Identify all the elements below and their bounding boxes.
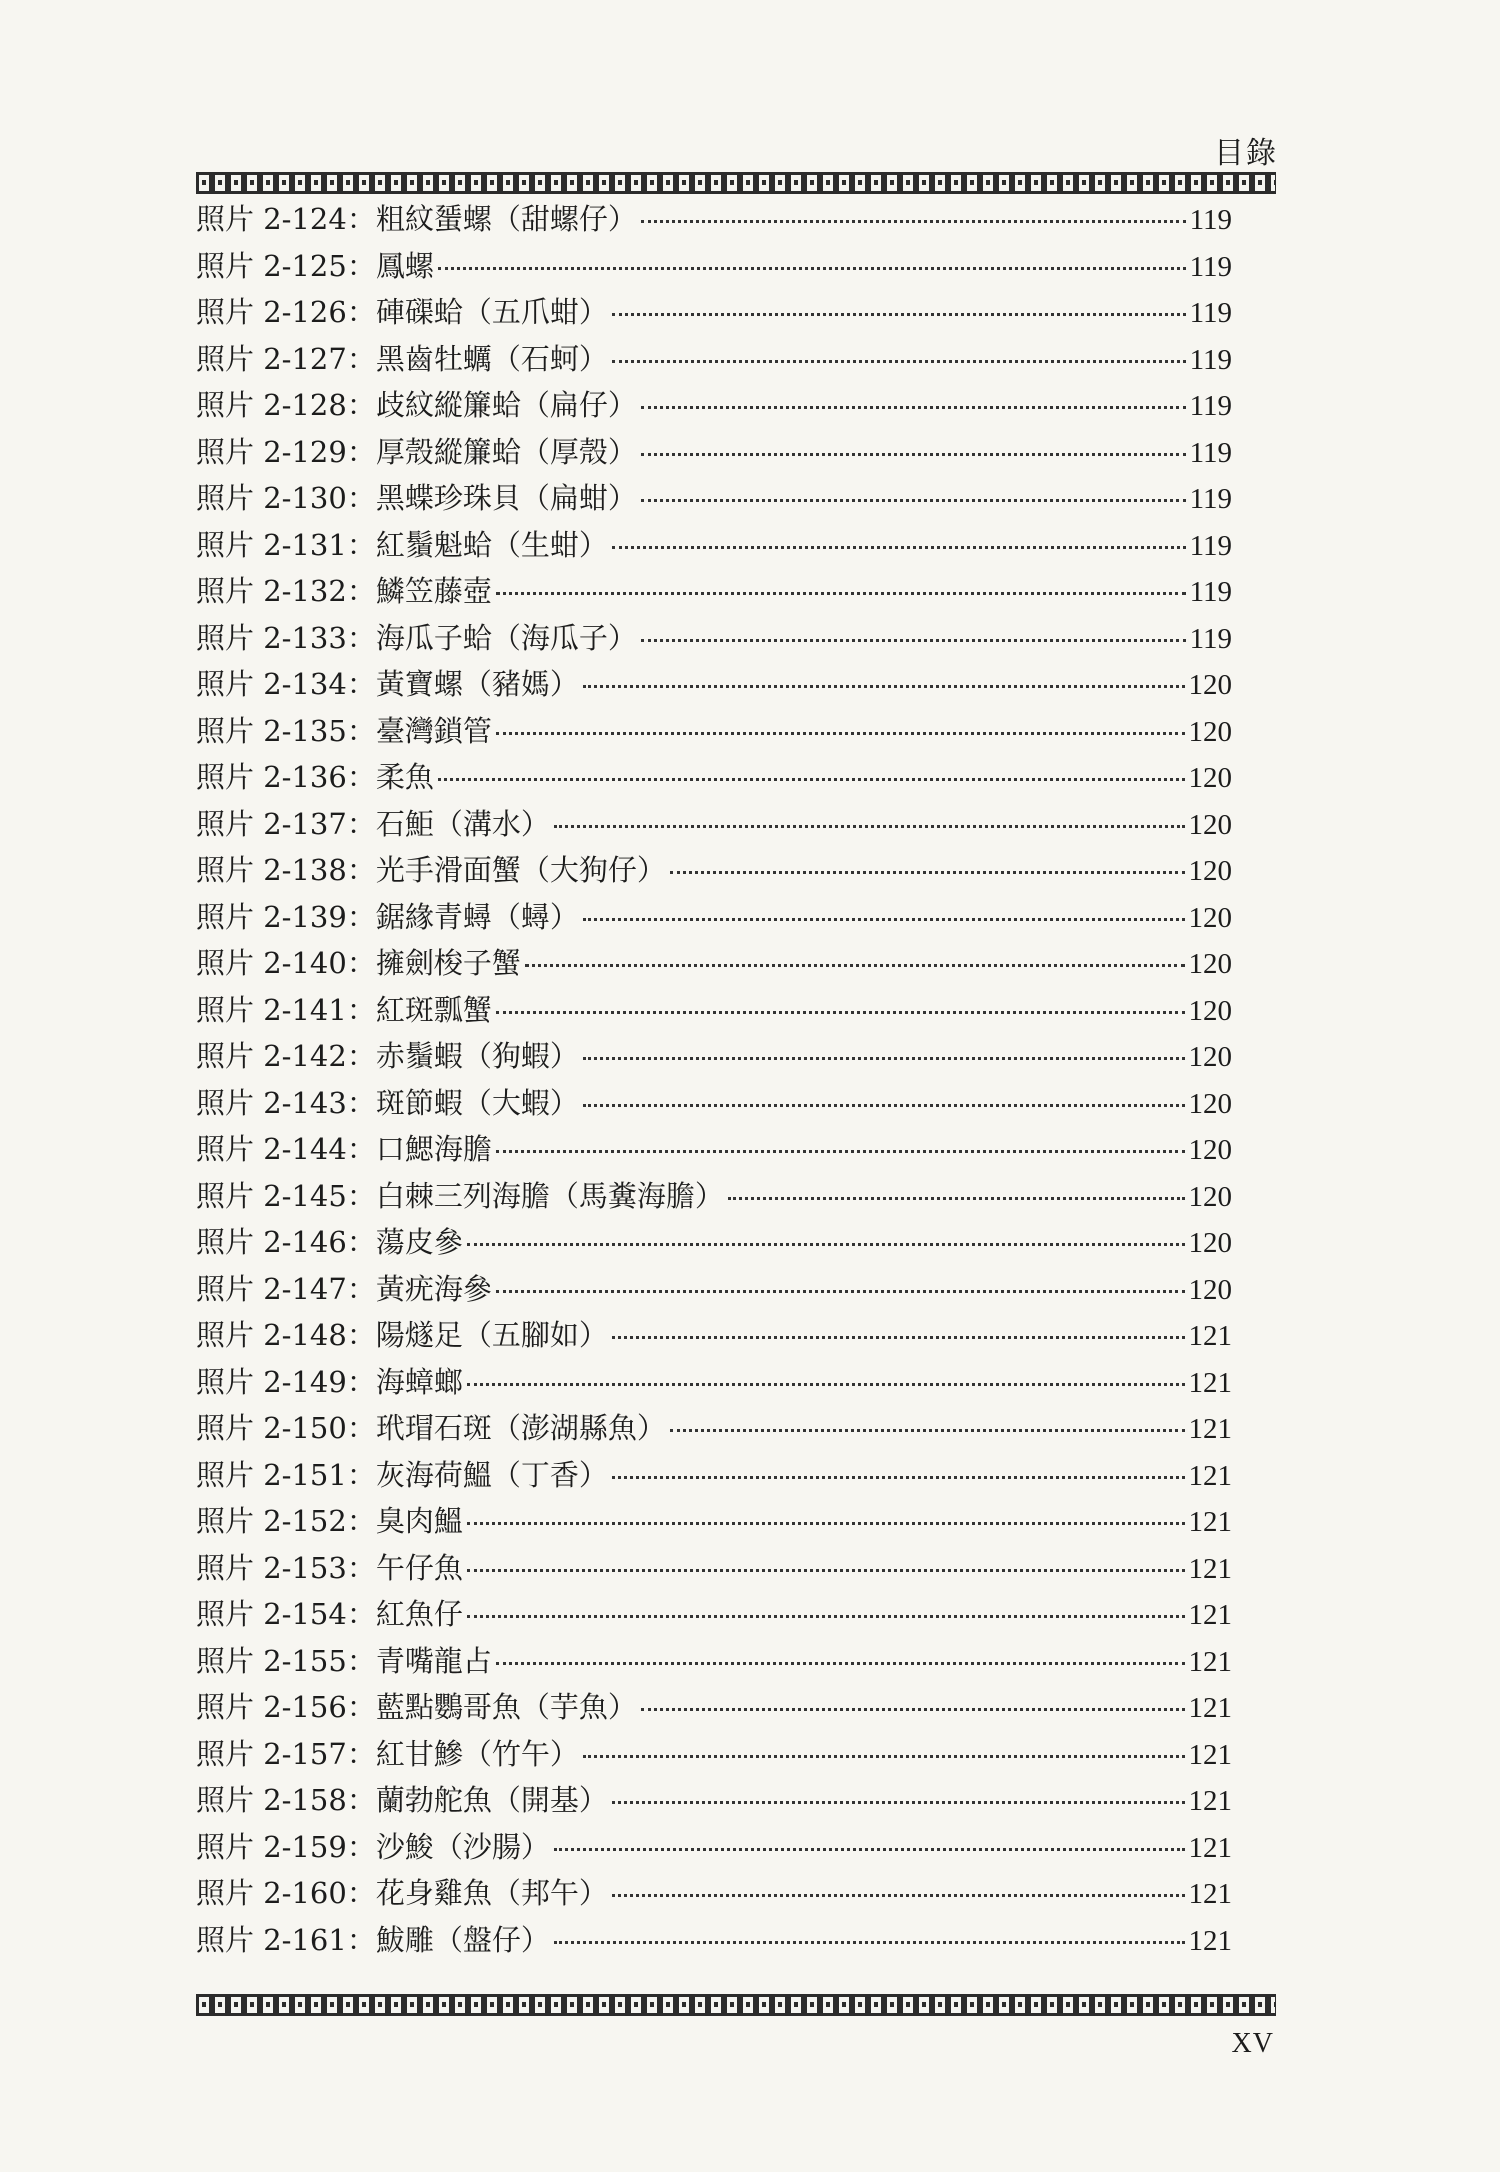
toc-entry-page: 120 <box>1188 994 1232 1027</box>
toc-entry[interactable] <box>196 1080 1232 1127</box>
toc-entry[interactable] <box>196 1219 1232 1266</box>
toc-entry-page: 120 <box>1188 1041 1232 1073</box>
toc-entry[interactable] <box>196 568 1232 615</box>
toc-entry-label: 照片 2-156：藍點鸚哥魚（芋魚） <box>196 1690 637 1724</box>
toc-entry[interactable] <box>196 243 1232 290</box>
toc-entry-page: 121 <box>1188 1413 1232 1445</box>
toc-entry[interactable] <box>196 1917 1232 1964</box>
dot-leader <box>496 1150 1185 1153</box>
toc-entry[interactable] <box>196 1405 1232 1452</box>
toc-entry-label: 照片 2-134：黃寶螺（豬媽） <box>196 667 579 701</box>
table-of-contents-list <box>196 196 1232 1963</box>
toc-entry-label: 照片 2-143：斑節蝦（大蝦） <box>196 1085 579 1120</box>
toc-entry-label: 照片 2-157：紅甘鰺（竹午） <box>196 1736 579 1771</box>
toc-entry-page: 121 <box>1188 1506 1232 1538</box>
toc-entry[interactable] <box>196 1126 1232 1173</box>
dot-leader <box>641 220 1186 223</box>
dot-leader <box>612 360 1186 363</box>
toc-entry-page: 120 <box>1188 901 1232 934</box>
toc-entry-page: 121 <box>1188 1599 1232 1631</box>
toc-entry-label: 照片 2-159：沙鮻（沙腸） <box>196 1829 550 1864</box>
toc-entry-page: 119 <box>1189 204 1232 236</box>
toc-entry[interactable] <box>196 289 1232 336</box>
toc-entry[interactable] <box>196 196 1232 243</box>
toc-entry-label: 照片 2-161：鮁雕（盤仔） <box>196 1922 550 1957</box>
toc-entry[interactable] <box>196 1870 1232 1917</box>
dot-leader <box>496 1290 1185 1293</box>
toc-entry-page: 121 <box>1188 1785 1232 1817</box>
toc-entry-label: 照片 2-147：黃疣海參 <box>196 1271 492 1306</box>
dot-leader <box>612 1894 1185 1897</box>
dot-leader <box>670 871 1185 874</box>
toc-entry-label: 照片 2-129：厚殼縱簾蛤（厚殼） <box>196 434 637 469</box>
toc-entry-page: 120 <box>1188 948 1232 980</box>
dot-leader <box>496 592 1186 595</box>
toc-entry-page: 121 <box>1188 1924 1232 1957</box>
toc-entry[interactable] <box>196 1312 1232 1359</box>
toc-entry-label: 照片 2-132：鱗笠藤壺 <box>196 574 492 608</box>
toc-entry[interactable] <box>196 615 1232 662</box>
toc-entry[interactable] <box>196 1638 1232 1685</box>
toc-entry[interactable] <box>196 522 1232 569</box>
toc-entry-page: 121 <box>1188 1645 1232 1678</box>
toc-entry-page: 120 <box>1188 1180 1232 1213</box>
page-number: XV <box>1231 2028 1274 2059</box>
toc-entry-page: 120 <box>1188 1227 1232 1259</box>
toc-entry[interactable] <box>196 1824 1232 1871</box>
greek-key-border-top <box>196 172 1276 194</box>
toc-entry-page: 121 <box>1188 1831 1232 1864</box>
dot-leader <box>612 1336 1185 1339</box>
dot-leader <box>641 406 1186 409</box>
toc-entry[interactable] <box>196 801 1232 848</box>
toc-entry-label: 照片 2-137：石鮔（溝水） <box>196 806 550 841</box>
toc-entry[interactable] <box>196 1684 1232 1731</box>
dot-leader <box>438 267 1186 270</box>
dot-leader <box>496 1662 1185 1665</box>
toc-entry-page: 121 <box>1188 1320 1232 1352</box>
dot-leader <box>554 825 1185 828</box>
greek-key-border-bottom <box>196 1994 1276 2016</box>
toc-entry-page: 120 <box>1188 1087 1232 1120</box>
toc-entry-label: 照片 2-130：黑蝶珍珠貝（扁蚶） <box>196 481 637 515</box>
toc-entry[interactable] <box>196 661 1232 708</box>
toc-entry-page: 119 <box>1189 297 1232 329</box>
toc-entry[interactable] <box>196 1777 1232 1824</box>
toc-entry-label: 照片 2-124：粗紋蜑螺（甜螺仔） <box>196 202 637 236</box>
dot-leader <box>612 1801 1185 1804</box>
toc-entry[interactable] <box>196 1452 1232 1499</box>
toc-entry[interactable] <box>196 382 1232 429</box>
dot-leader <box>583 1755 1185 1758</box>
dot-leader <box>467 1243 1185 1246</box>
toc-entry[interactable] <box>196 336 1232 383</box>
toc-entry-label: 照片 2-133：海瓜子蛤（海瓜子） <box>196 620 637 655</box>
toc-entry-label: 照片 2-131：紅鬚魁蛤（生蚶） <box>196 527 608 562</box>
toc-entry-page: 120 <box>1188 855 1232 887</box>
toc-entry-page: 119 <box>1189 390 1232 422</box>
toc-entry-label: 照片 2-136：柔魚 <box>196 760 434 794</box>
toc-entry-label: 照片 2-138：光手滑面蟹（大狗仔） <box>196 853 666 887</box>
toc-entry[interactable] <box>196 754 1232 801</box>
toc-entry-page: 120 <box>1188 1134 1232 1166</box>
dot-leader <box>641 639 1186 642</box>
dot-leader <box>467 1383 1185 1386</box>
toc-entry-page: 120 <box>1188 808 1232 841</box>
toc-entry-page: 119 <box>1189 483 1232 515</box>
toc-entry-label: 照片 2-139：鋸緣青蟳（蟳） <box>196 899 579 934</box>
toc-entry-label: 照片 2-155：青嘴龍占 <box>196 1643 492 1678</box>
toc-entry-label: 照片 2-160：花身雞魚（邦午） <box>196 1876 608 1910</box>
toc-entry-page: 119 <box>1189 576 1232 608</box>
toc-entry-page: 119 <box>1189 529 1232 562</box>
toc-entry-page: 119 <box>1189 436 1232 469</box>
toc-entry-page: 119 <box>1189 250 1232 283</box>
dot-leader <box>496 1011 1185 1014</box>
toc-entry-page: 121 <box>1188 1459 1232 1492</box>
toc-entry-label: 照片 2-144：口鰓海膽 <box>196 1132 492 1166</box>
toc-entry-label: 照片 2-140：擁劍梭子蟹 <box>196 946 521 980</box>
toc-entry-label: 照片 2-158：蘭勃舵魚（開基） <box>196 1783 608 1817</box>
dot-leader <box>583 685 1185 688</box>
toc-entry-page: 120 <box>1188 1273 1232 1306</box>
toc-entry-label: 照片 2-154：紅魚仔 <box>196 1597 463 1631</box>
toc-entry-page: 120 <box>1188 715 1232 748</box>
toc-entry-label: 照片 2-152：臭肉鰮 <box>196 1504 463 1538</box>
toc-entry-label: 照片 2-128：歧紋縱簾蛤（扁仔） <box>196 388 637 422</box>
toc-entry-label: 照片 2-148：陽燧足（五腳如） <box>196 1318 608 1352</box>
dot-leader <box>641 1708 1185 1711</box>
toc-entry[interactable] <box>196 1173 1232 1220</box>
dot-leader <box>554 1941 1185 1944</box>
dot-leader <box>438 778 1185 781</box>
toc-entry[interactable] <box>196 894 1232 941</box>
toc-entry-label: 照片 2-126：硨磲蛤（五爪蚶） <box>196 295 608 329</box>
toc-entry-page: 119 <box>1189 622 1232 655</box>
dot-leader <box>467 1615 1185 1618</box>
dot-leader <box>670 1429 1185 1432</box>
toc-entry[interactable] <box>196 1731 1232 1778</box>
dot-leader <box>612 546 1186 549</box>
toc-entry-page: 121 <box>1188 1366 1232 1399</box>
toc-entry-label: 照片 2-153：午仔魚 <box>196 1550 463 1585</box>
toc-entry[interactable] <box>196 475 1232 522</box>
dot-leader <box>641 499 1186 502</box>
dot-leader <box>467 1569 1185 1572</box>
running-header-title: 目錄 <box>1214 136 1278 171</box>
dot-leader <box>554 1848 1185 1851</box>
toc-entry[interactable] <box>196 1591 1232 1638</box>
dot-leader <box>728 1197 1185 1200</box>
dot-leader <box>583 918 1185 921</box>
toc-entry-page: 121 <box>1188 1552 1232 1585</box>
toc-entry[interactable] <box>196 1266 1232 1313</box>
toc-entry-label: 照片 2-149：海蟑螂 <box>196 1364 463 1399</box>
toc-entry[interactable] <box>196 987 1232 1034</box>
toc-entry-page: 119 <box>1189 343 1232 376</box>
toc-entry-label: 照片 2-141：紅斑瓢蟹 <box>196 992 492 1027</box>
toc-entry[interactable] <box>196 708 1232 755</box>
dot-leader <box>612 313 1186 316</box>
toc-entry-label: 照片 2-146：蕩皮參 <box>196 1225 463 1259</box>
toc-entry-label: 照片 2-145：白棘三列海膽（馬糞海膽） <box>196 1178 724 1213</box>
toc-entry-label: 照片 2-125：鳳螺 <box>196 248 434 283</box>
toc-entry-label: 照片 2-127：黑齒牡蠣（石蚵） <box>196 341 608 376</box>
toc-entry[interactable] <box>196 1033 1232 1080</box>
toc-entry-page: 121 <box>1188 1692 1232 1724</box>
dot-leader <box>583 1057 1185 1060</box>
toc-entry[interactable] <box>196 429 1232 476</box>
dot-leader <box>467 1522 1185 1525</box>
toc-entry-label: 照片 2-151：灰海荷鰮（丁香） <box>196 1457 608 1492</box>
dot-leader <box>583 1104 1185 1107</box>
toc-entry-label: 照片 2-135：臺灣鎖管 <box>196 713 492 748</box>
dot-leader <box>612 1476 1185 1479</box>
dot-leader <box>496 732 1185 735</box>
toc-entry-label: 照片 2-150：玳瑁石斑（澎湖縣魚） <box>196 1411 666 1445</box>
toc-entry-page: 121 <box>1188 1878 1232 1910</box>
toc-entry[interactable] <box>196 1359 1232 1406</box>
toc-entry-page: 120 <box>1188 762 1232 794</box>
toc-entry-label: 照片 2-142：赤鬚蝦（狗蝦） <box>196 1039 579 1073</box>
toc-entry[interactable] <box>196 1545 1232 1592</box>
toc-entry[interactable] <box>196 1498 1232 1545</box>
toc-entry[interactable] <box>196 847 1232 894</box>
dot-leader <box>525 964 1185 967</box>
toc-entry[interactable] <box>196 940 1232 987</box>
toc-entry-page: 120 <box>1188 669 1232 701</box>
dot-leader <box>641 453 1186 456</box>
toc-entry-page: 121 <box>1188 1738 1232 1771</box>
